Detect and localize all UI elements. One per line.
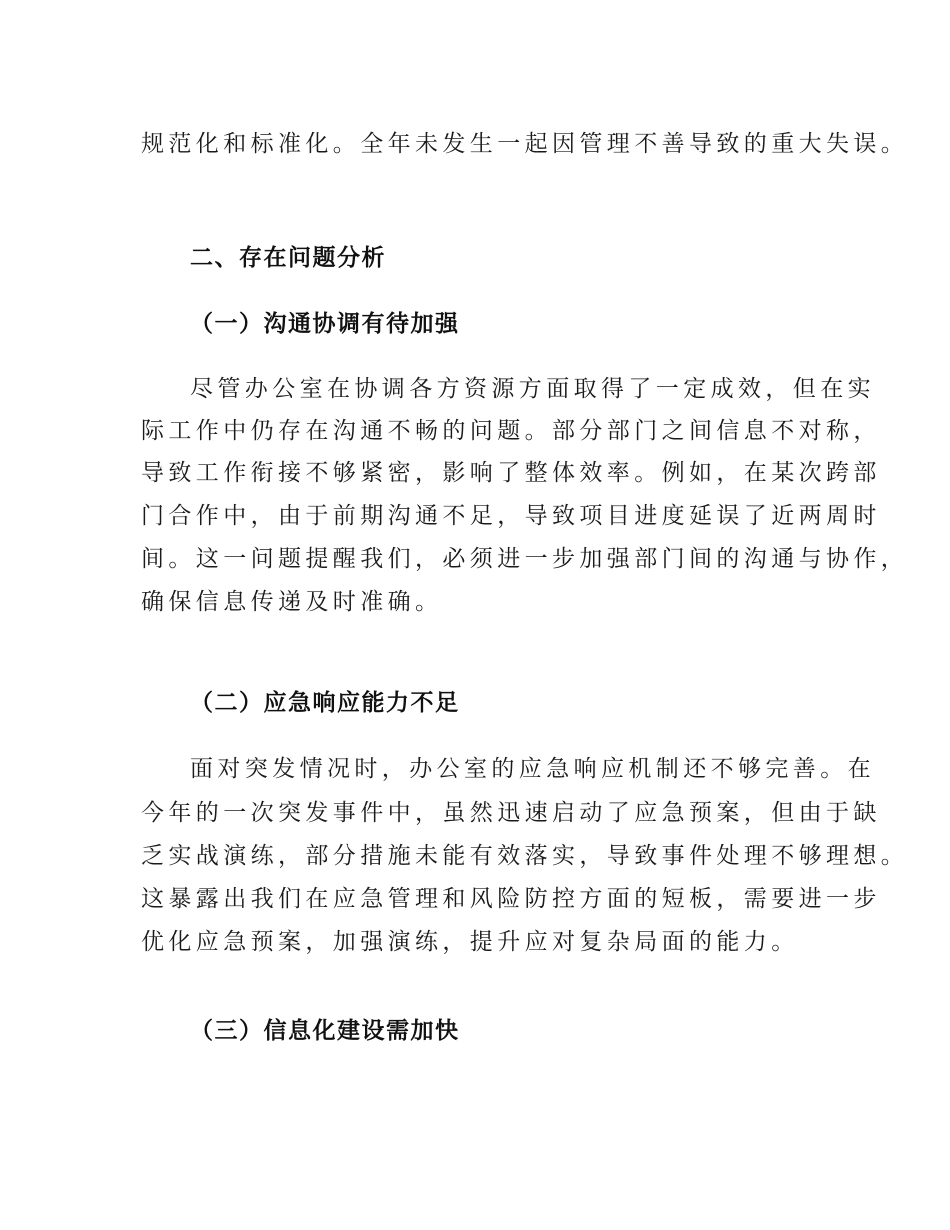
subsection-title-emergency: （二）应急响应能力不足 <box>190 690 460 716</box>
paragraph-line: 确保信息传递及时准确。 <box>141 589 443 615</box>
section-title: 二、存在问题分析 <box>190 245 386 271</box>
paragraph-line: 这暴露出我们在应急管理和风险防控方面的短板，需要进一步 <box>141 886 881 912</box>
paragraph-line: 尽管办公室在协调各方资源方面取得了一定成效，但在实 <box>190 376 875 402</box>
paragraph-line: 今年的一次突发事件中，虽然迅速启动了应急预案，但由于缺 <box>141 800 881 826</box>
paragraph-line: 导致工作衔接不够紧密，影响了整体效率。例如，在某次跨部 <box>141 460 881 486</box>
subsection-title-informatization: （三）信息化建设需加快 <box>190 1018 460 1044</box>
paragraph-line: 乏实战演练，部分措施未能有效落实，导致事件处理不够理想。 <box>141 843 909 869</box>
paragraph-line-carryover: 规范化和标准化。全年未发生一起因管理不善导致的重大失误。 <box>141 131 909 157</box>
paragraph-line: 优化应急预案，加强演练，提升应对复杂局面的能力。 <box>141 929 799 955</box>
subsection-title-communication: （一）沟通协调有待加强 <box>190 311 460 337</box>
paragraph-line: 面对突发情况时，办公室的应急响应机制还不够完善。在 <box>190 756 875 782</box>
paragraph-line: 门合作中，由于前期沟通不足，导致项目进度延误了近两周时 <box>141 503 881 529</box>
paragraph-line: 间。这一问题提醒我们，必须进一步加强部门间的沟通与协作， <box>141 546 909 572</box>
paragraph-line: 际工作中仍存在沟通不畅的问题。部分部门之间信息不对称， <box>141 418 881 444</box>
